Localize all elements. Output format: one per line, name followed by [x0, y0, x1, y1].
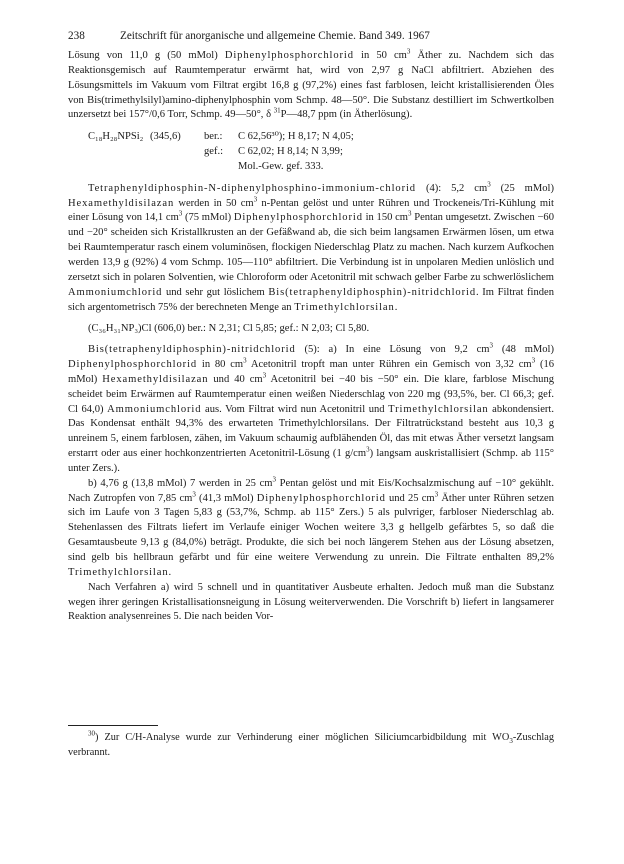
compound-name: Ammoniumchlorid [68, 286, 163, 298]
compound-name: Ammoniumchlorid [107, 403, 202, 415]
elemental-analysis-1 [88, 130, 554, 175]
compound-name: Hexamethyldisilazan [102, 373, 209, 385]
compound-name: Trimethylchlorsilan [68, 566, 169, 578]
page-header [68, 30, 554, 46]
footnote: $^{30}$) Zur C/H-Analyse wurde zur Verhinderung einer möglichen Siliciumcarbidbildung mit $WO_3$-Zuschlag verbrannt. [68, 729, 554, 758]
molecular-formula: C₁₈H₂₈NPSi₂ [88, 131, 144, 143]
compound-name: Diphenylphosphorchlorid [224, 50, 354, 61]
paragraph-compound-5: Bis(tetraphenyldiphosphin)-nitridchlorid (5): a) In eine Lösung von 9,2 $cm^3$ (48 mMol) Diphenylphosphorchlorid in 80 $cm^3$ Acetonitril tropft man unter Rühren ein Gemisch von 3,32 $cm^3$ (16 mMol) Hexamethyldisilazan und 40 $cm^3$ Acetonitril bei −40 bis −50° ein. Die klare, farblose Mischung scheidet beim Erwärmen auf Raumtemperatur einen weißen Niederschlag von 220 mg (93,5%, ber. Cl 66,3; gef. Cl 64,0) Ammoniumchlorid aus. Vom Filtrat wird nun Acetonitril und Trimethylchlorsilan abkondensiert. Das Kondensat enthält 94,3% des erwarteten Trimethylchlorsilans. Der Filtratrückstand besteht aus 10,3 g unreinem 5, einem farblosen, zähen, im Vakuum schaumig aufblähenden Öl, das mit etwas Äther versetzt langsam erstarrt oder aus einer hochkonzentrierten Acetonitril-Lösung (1 $g/cm^3$) langsam auskristallisiert (Schmp. ab 115° unter Zers.). [68, 341, 555, 474]
compound-name: Diphenylphosphorchlorid [68, 359, 198, 371]
paragraph-comparison: Nach Verfahren a) wird 5 schnell und in quantitativer Ausbeute erhalten. Jedoch muß man die Substanz wegen ihrer geringen Kristallisationsneigung in Lösung weiterverwenden. Die Vorschrift b) liefert in langsamerer Reaktion analysenreines 5. Die nach beiden Vor- [68, 581, 554, 623]
compound-name: Bis(tetraphenyldiphosphin)-nitridchlorid [88, 344, 296, 356]
page-number: 238 [68, 30, 85, 42]
compound-name: Trimethylchlorsilan [294, 301, 395, 313]
mol-weight-found: Mol.-Gew. gef. 333. [238, 160, 324, 172]
calc-label: ber.: [204, 131, 223, 143]
compound-name: Diphenylphosphorchlorid [233, 212, 363, 224]
compound-name: Bis(tetraphenyldiphosphin)-nitridchlorid [268, 286, 477, 298]
running-title: Zeitschrift für anorganische und allgemeine Chemie. Band 349. 1967 [120, 30, 430, 42]
compound-name: Diphenylphosphorchlorid [256, 492, 386, 504]
calc-values: C 62,56³⁰); H 8,17; N 4,05; [238, 131, 354, 143]
compound-name: Hexamethyldisilazan [68, 197, 175, 209]
article-body [68, 49, 554, 625]
footnote-mark: 30 [88, 729, 95, 738]
paragraph-compound-4: Tetraphenyldiphosphin-N-diphenylphosphino-immonium-chlorid (4): 5,2 $cm^3$ (25 mMol) Hexamethyldisilazan werden in 50 $cm^3$ n-Pentan gelöst und unter Rühren und Trockeneis/Tri-Kühlung mit einer Lösung von 14,1 $cm^3$ (75 mMol) Diphenylphosphorchlorid in 150 $cm^3$ Pentan umgesetzt. Zwischen −60 und −20° scheiden sich Kristallkrusten an der Gefäßwand ab, die sich beim langsamen Erwärmen lösen, um etwa bei Raumtemperatur rasch einem voluminösen, flockigen Niederschlag Platz zu machen. Nach kurzem Aufkochen werden 13,9 g (92%) 4 vom Schmp. 105—110° abfiltriert. Die Verbindung ist in unpolaren Medien unlöslich und zersetzt sich in polaren Solventien, wie Chloroform oder Acetonitril mit schwach gelber Farbe zu schwerlöslichem Ammoniumchlorid und sehr gut löslichem Bis(tetraphenyldiphosphin)-nitridchlorid. Im Filtrat finden sich argentometrisch 75% der berechneten Menge an Trimethylchlorsilan. [68, 180, 554, 313]
footnote-divider [68, 725, 158, 726]
paragraph-method-b: b) 4,76 g (13,8 mMol) 7 werden in 25 $cm^3$ Pentan gelöst und mit Eis/Kochsalzmischung auf −10° gekühlt. Nach Zutropfen von 7,85 $cm^3$ (41,3 mMol) Diphenylphosphorchlorid und 25 $cm^3$ Äther unter Rühren setzen sich im Laufe von 3 Tagen 5,83 g (53,7%, Schmp. ab 115° Zers.) 5 als pulvriger, farbloser Niederschlag ab. Stehenlassen des Filtrats liefert im Verlaufe einiger Wochen weitere 3,3 g hellgelb gefärbtes 5, so daß die Gesamtausbeute 9,13 g (84,0%) beträgt. Produkte, die sich bei noch längerem Stehen aus der Lösung absetzen, sind gelb bis hellbraun gefärbt und für eine weitere Verwendung zu unrein. Die Filtrate enthalten 89,2% Trimethylchlorsilan. [68, 475, 554, 578]
molecular-weight: (345,6) [150, 131, 181, 143]
elemental-analysis-2: (C₃₆H₃₁NP₃)Cl (606,0) ber.: N 2,31; Cl 5,85; gef.: N 2,03; Cl 5,80. [88, 323, 370, 335]
compound-name: Trimethylchlorsilan [388, 403, 489, 415]
compound-name: Tetraphenyldiphosphin-N-diphenylphosphino-immonium-chlorid [88, 182, 416, 194]
found-values: C 62,02; H 8,14; N 3,99; [238, 146, 343, 158]
found-label: gef.: [204, 146, 224, 158]
paragraph-procedure-continuation: Lösung von 11,0 g (50 mMol) Diphenylphosphorchlorid in 50 $cm^3$ Äther zu. Nachdem sich das Reaktionsgemisch auf Raumtemperatur erwärmt hat, wird von 2,97 g NaCl abfiltriert. Abziehen des Lösungsmittels im Vakuum vom Filtrat ergibt 16,8 g (97,2%) eines fast farblosen, leicht kristallisierenden Öles von Bis(trimethylsilyl)amino-diphenylphosphin vom Schmp. 48—50°. Die Substanz destilliert im Schwertkolben unzersetzt bei 157°/0,6 Torr, Schmp. 49—50°, δ $^{31}$P—48,7 ppm (in Ätherlösung). [68, 47, 555, 121]
